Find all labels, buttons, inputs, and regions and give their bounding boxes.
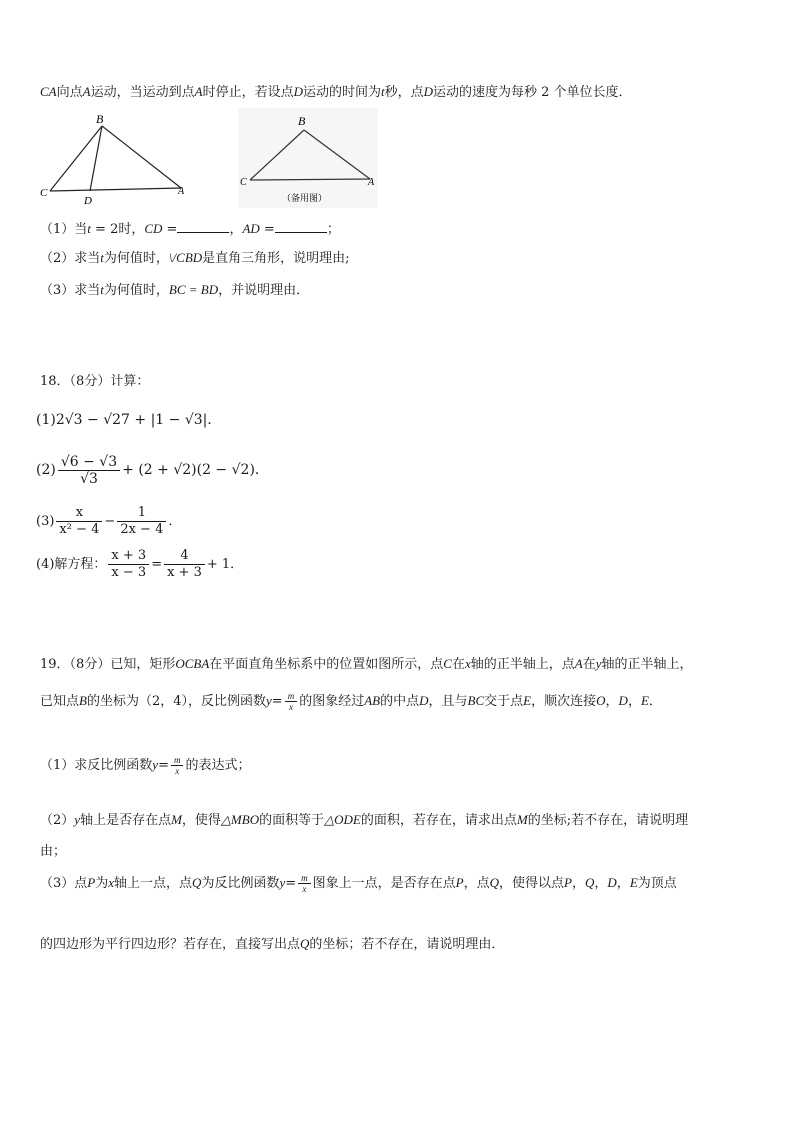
seg: ，且与 xyxy=(428,694,468,709)
figure-caption: （备用图） xyxy=(282,194,328,204)
q18-expr1 xyxy=(36,410,221,430)
seg: ，顺次连接 xyxy=(531,694,597,709)
seg: ， xyxy=(605,694,619,709)
seg: 在 xyxy=(582,657,596,672)
seg: ． xyxy=(168,514,182,529)
denominator: √3 xyxy=(80,470,98,487)
fraction xyxy=(56,505,102,538)
q18-expr3 xyxy=(36,502,181,542)
backup-figure xyxy=(238,108,378,208)
seg: 为 xyxy=(95,876,109,891)
seg: (4)解方程： xyxy=(36,557,107,572)
seg: 时停止，若设点 xyxy=(202,85,294,100)
seg: 秒，点 xyxy=(384,85,424,100)
seg: t xyxy=(100,282,104,297)
seg: 19．（8分）已知，矩形 xyxy=(40,657,176,672)
seg: 由； xyxy=(40,844,67,859)
seg: △ODE xyxy=(324,812,361,827)
seg: 在平面直角坐标系中的位置如图所示，点 xyxy=(209,657,444,672)
seg: A xyxy=(82,84,91,99)
q17-part2 xyxy=(40,248,350,269)
seg: （3）求当 xyxy=(40,283,101,298)
seg: + (2 + √2)(2 − √2)． xyxy=(122,462,269,478)
seg: ， xyxy=(571,876,585,891)
seg: ，使得 xyxy=(181,813,221,828)
seg: 的中点 xyxy=(380,694,420,709)
seg: 的坐标;若不存在，请说明理 xyxy=(527,813,689,828)
seg: （1）当 xyxy=(40,222,88,237)
seg: （3）点 xyxy=(40,876,88,891)
seg: 向点 xyxy=(56,85,83,100)
seg: y xyxy=(74,812,81,827)
seg: D xyxy=(419,693,429,708)
seg: 的图象经过 xyxy=(299,694,365,709)
edge-bd xyxy=(90,126,102,191)
seg: = xyxy=(259,222,275,237)
seg: CA xyxy=(40,84,57,99)
numerator: 1 xyxy=(117,505,166,522)
q19-line1 xyxy=(40,654,693,675)
fraction xyxy=(298,873,311,894)
seg: 交于点 xyxy=(484,694,524,709)
seg: 轴上是否存在点 xyxy=(80,813,172,828)
seg: 的坐标；若不存在，请说明理由． xyxy=(309,937,505,952)
seg: 的面积等于 xyxy=(259,813,325,828)
seg: \/CBD xyxy=(168,250,203,265)
seg: Q xyxy=(300,936,310,951)
seg: x xyxy=(108,875,115,890)
numerator: m xyxy=(171,755,184,766)
seg: E xyxy=(629,875,638,890)
seg: + 1． xyxy=(206,557,244,572)
label-d: D xyxy=(84,195,92,207)
label-c: C xyxy=(40,187,48,199)
seg: 为何值时， xyxy=(103,283,169,298)
fraction xyxy=(117,505,166,538)
seg: 已知点 xyxy=(40,694,80,709)
triangle-figure xyxy=(38,112,188,207)
label-b: B xyxy=(298,114,306,128)
seg: A xyxy=(194,84,203,99)
label-b: B xyxy=(96,112,104,126)
answer-blank[interactable] xyxy=(275,218,327,233)
q19-line2 xyxy=(40,684,662,719)
q19-part1 xyxy=(40,748,250,783)
seg: Q xyxy=(585,875,595,890)
scan-background xyxy=(238,108,378,208)
denominator: x + 3 xyxy=(167,565,202,580)
seg: 运动的速度为每秒 2 个单位长度． xyxy=(433,85,632,100)
seg: y xyxy=(279,875,286,890)
answer-blank[interactable] xyxy=(177,218,229,233)
seg: y xyxy=(595,656,602,671)
seg: = xyxy=(271,694,283,709)
edge-cb xyxy=(50,126,102,191)
seg: ，使得以点 xyxy=(499,876,565,891)
denominator: x − 3 xyxy=(111,565,147,580)
q19-part2-cont xyxy=(40,842,66,862)
seg: D xyxy=(423,84,434,99)
seg: 为顶点 xyxy=(637,876,677,891)
seg: D xyxy=(293,84,303,99)
seg: D xyxy=(618,693,628,708)
numerator: √6 − √3 xyxy=(58,454,120,471)
seg: ． xyxy=(648,694,662,709)
seg: 为何值时， xyxy=(103,251,169,266)
seg: ，点 xyxy=(463,876,490,891)
seg: x xyxy=(464,656,471,671)
seg: D xyxy=(607,875,617,890)
seg: y xyxy=(152,757,159,772)
seg: BC = BD xyxy=(168,282,219,297)
seg: 的面积，若存在，请求出点 xyxy=(360,813,517,828)
seg: P xyxy=(564,875,572,890)
seg: 是直角三角形，说明理由; xyxy=(202,251,350,266)
denominator: x xyxy=(288,702,293,712)
seg: t xyxy=(380,84,385,99)
seg: 轴的正半轴上，点 xyxy=(470,657,575,672)
seg: ， xyxy=(627,694,641,709)
seg: ， xyxy=(594,876,608,891)
denominator: x xyxy=(175,766,180,776)
seg: △MBO xyxy=(220,812,260,827)
seg: 运动，当运动到点 xyxy=(90,85,195,100)
seg: 轴的正半轴上， xyxy=(601,657,693,672)
seg: Q xyxy=(489,875,500,890)
q17-part3 xyxy=(40,280,309,301)
seg: 的表达式； xyxy=(185,758,251,773)
denominator: 2x − 4 xyxy=(120,522,164,537)
seg: − xyxy=(104,514,116,529)
fraction xyxy=(164,548,205,581)
seg: P xyxy=(455,875,464,890)
seg: E xyxy=(640,693,649,708)
seg: AB xyxy=(364,693,381,708)
seg: （2）求当 xyxy=(40,251,101,266)
q18-expr4 xyxy=(36,545,243,585)
seg: ，并说明理由． xyxy=(218,283,310,298)
denominator: x² − 4 xyxy=(59,522,100,537)
label-a: A xyxy=(368,177,375,188)
seg: (3) xyxy=(36,514,55,529)
seg: BC xyxy=(467,693,485,708)
seg: y xyxy=(266,693,272,708)
numerator: x + 3 xyxy=(108,548,149,565)
seg: t xyxy=(87,221,91,236)
seg: O xyxy=(596,693,606,708)
q18-expr2 xyxy=(36,450,269,490)
denominator: x xyxy=(302,884,307,894)
seg: (2) xyxy=(36,462,56,478)
q19-part3-cont xyxy=(40,934,504,955)
edge-ca xyxy=(50,188,181,191)
seg: 的四边形为平行四边形？若存在，直接写出点 xyxy=(40,937,301,952)
seg: 的坐标为（2，4），反比例函数 xyxy=(86,694,267,709)
seg: E xyxy=(523,693,532,708)
numerator: x xyxy=(56,505,102,522)
seg: B xyxy=(79,693,87,708)
q18-heading xyxy=(40,372,149,392)
q17-part1 xyxy=(40,218,340,240)
seg: = xyxy=(151,557,163,572)
fraction xyxy=(58,454,120,487)
fraction xyxy=(108,548,149,581)
seg: 轴上一点，点 xyxy=(114,876,193,891)
seg: C xyxy=(443,656,452,671)
seg: 在 xyxy=(451,657,465,672)
seg: (1)2√3 − √27 + |1 − √3|． xyxy=(36,412,222,428)
numerator: m xyxy=(298,873,311,884)
seg: = 2时， xyxy=(90,222,145,237)
q19-part3 xyxy=(40,866,677,901)
numerator: 4 xyxy=(164,548,205,565)
seg: t xyxy=(100,250,104,265)
seg: 图象上一点，是否存在点 xyxy=(312,876,456,891)
q19-part2 xyxy=(40,810,688,831)
seg: 为反比例函数 xyxy=(201,876,280,891)
seg: = xyxy=(285,876,297,891)
seg: = xyxy=(162,222,178,237)
seg: = xyxy=(158,758,169,773)
seg: 运动的时间为 xyxy=(302,85,381,100)
seg: A xyxy=(574,656,583,671)
seg: ， xyxy=(616,876,630,891)
seg: M xyxy=(171,812,182,827)
seg: P xyxy=(87,875,96,890)
seg: （2） xyxy=(40,813,75,828)
seg: M xyxy=(516,812,528,827)
label-a: A xyxy=(178,186,185,197)
seg: 18．（8分）计算： xyxy=(40,374,150,389)
seg: Q xyxy=(192,875,202,890)
fraction xyxy=(171,755,184,776)
seg: OCBA xyxy=(175,656,210,671)
seg: ； xyxy=(326,222,340,237)
seg: CD xyxy=(144,221,163,236)
seg: AD xyxy=(242,221,260,236)
numerator: m xyxy=(285,691,298,702)
intro-line xyxy=(40,82,632,103)
fraction xyxy=(285,691,298,712)
seg: （1）求反比例函数 xyxy=(40,758,153,773)
label-c: C xyxy=(240,177,247,188)
edge-ba xyxy=(102,126,181,188)
seg: ， xyxy=(229,222,243,237)
